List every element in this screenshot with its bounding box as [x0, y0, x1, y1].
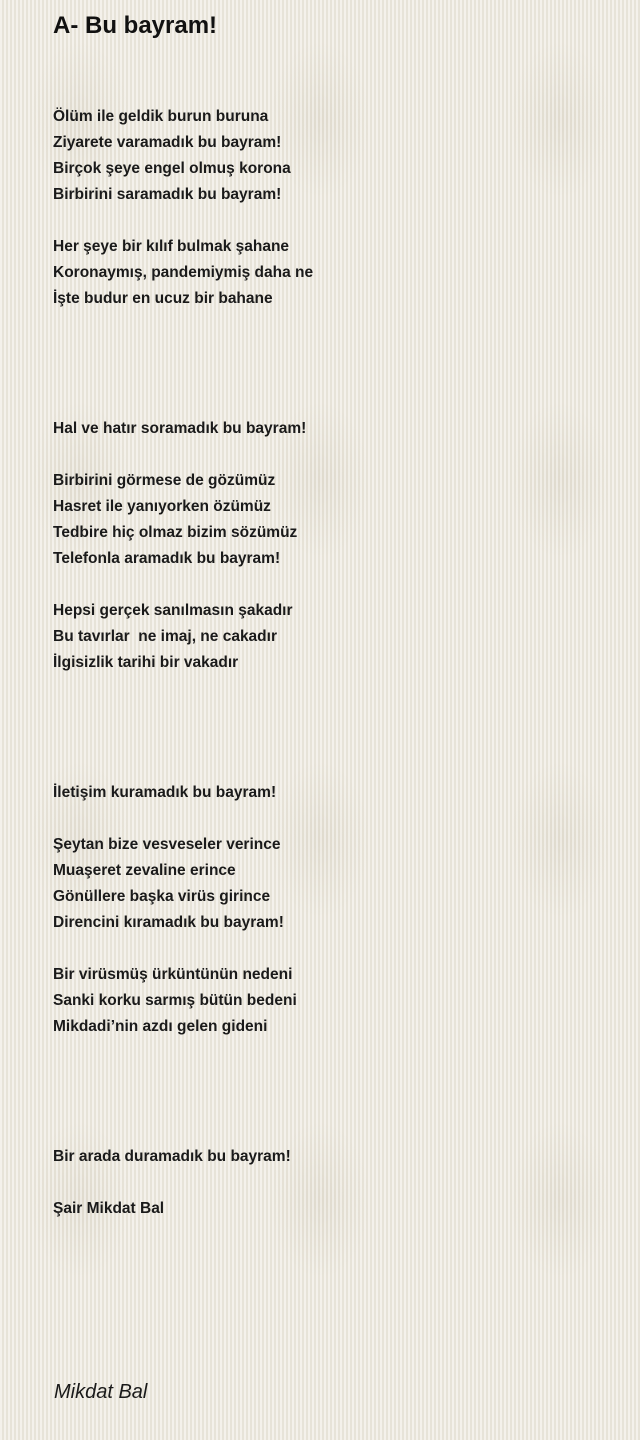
poem-blank-line: [53, 1040, 613, 1066]
poem-blank-line: [53, 806, 613, 832]
poem-line: Her şeye bir kılıf bulmak şahane: [53, 238, 290, 255]
poem-line: Bu tavırlar ne imaj, ne cakadır: [53, 628, 277, 645]
poem-line: Birçok şeye engel olmuş korona: [53, 160, 291, 177]
poem-blank-line: [53, 338, 613, 364]
poem-blank-line: [53, 936, 613, 962]
poem-line: Birbirini saramadık bu bayram!: [53, 186, 282, 203]
poem-line: Birbirini görmese de gözümüz: [53, 472, 276, 489]
poem-line: Hepsi gerçek sanılmasın şakadır: [53, 602, 293, 619]
poem-line: Ziyarete varamadık bu bayram!: [53, 134, 282, 151]
poem-blank-line: [53, 676, 613, 702]
poem-line: İlgisizlik tarihi bir vakadır: [53, 654, 239, 671]
poem-line: İşte budur en ucuz bir bahane: [53, 290, 273, 307]
poem-blank-line: [53, 312, 613, 338]
poem-blank-line: [53, 208, 613, 234]
poem-blank-line: [53, 1170, 613, 1196]
poem-blank-line: [53, 1092, 613, 1118]
poem-line: Hal ve hatır soramadık bu bayram!: [53, 420, 307, 437]
poem-line: Gönüllere başka virüs girince: [53, 888, 271, 905]
poem-author: Mikdat Bal: [54, 1381, 148, 1403]
poem-line: Şair Mikdat Bal: [53, 1200, 165, 1217]
poem-line: Sanki korku sarmış bütün bedeni: [53, 992, 297, 1009]
poem-line: Muaşeret zevaline erince: [53, 862, 236, 879]
poem-blank-line: [53, 442, 613, 468]
poem-blank-line: [53, 754, 613, 780]
poem-blank-line: [53, 364, 613, 390]
poem-blank-line: [53, 572, 613, 598]
poem-line: Hasret ile yanıyorken özümüz: [53, 498, 271, 515]
poem-line: Bir virüsmüş ürküntünün nedeni: [53, 966, 293, 983]
poem-blank-line: [53, 728, 613, 754]
poem-blank-line: [53, 1118, 613, 1144]
poem-blank-line: [53, 390, 613, 416]
poem-body: [53, 104, 613, 1222]
poem-line: Koronaymış, pandemiymiş daha ne: [53, 264, 314, 281]
poem-line: Mikdadi’nin azdı gelen gideni: [53, 1018, 268, 1035]
poem-line: Tedbire hiç olmaz bizim sözümüz: [53, 524, 298, 541]
poem-line: Bir arada duramadık bu bayram!: [53, 1148, 291, 1165]
poem-line: İletişim kuramadık bu bayram!: [53, 784, 277, 801]
poem-blank-line: [53, 702, 613, 728]
poem-title: A- Bu bayram!: [53, 12, 218, 39]
poem-line: Ölüm ile geldik burun buruna: [53, 108, 269, 125]
poem-line: Direncini kıramadık bu bayram!: [53, 914, 284, 931]
poem-blank-line: [53, 1066, 613, 1092]
poem-line: Telefonla aramadık bu bayram!: [53, 550, 281, 567]
poem-line: Şeytan bize vesveseler verince: [53, 836, 281, 853]
